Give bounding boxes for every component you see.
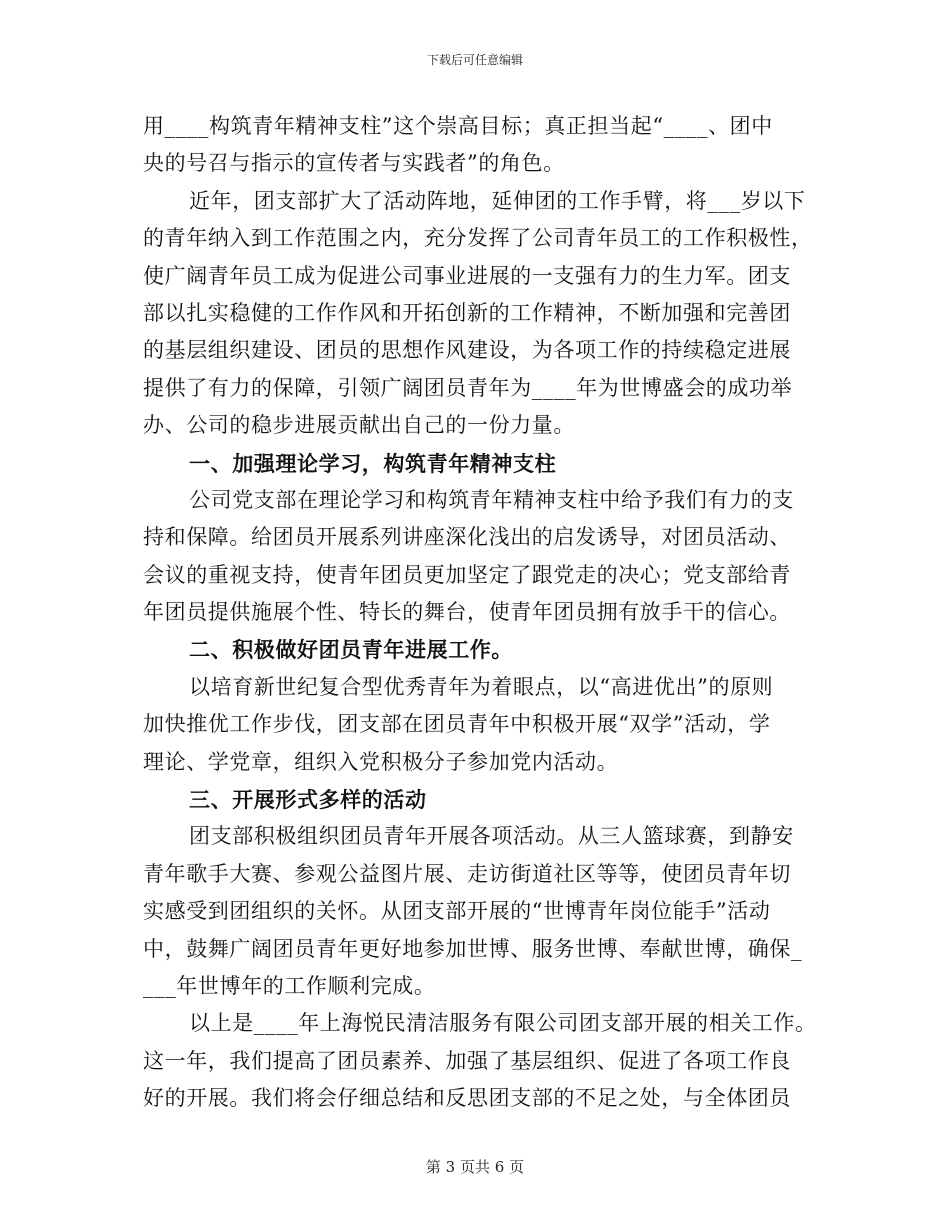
text-line: 加快推优工作步伐，团支部在团员青年中积极开展“双学”活动，学 (143, 712, 771, 737)
text-line: 以培育新世纪复合型优秀青年为着眼点，以“高进优出”的原则 (189, 674, 774, 699)
text-line: 近年，团支部扩大了活动阵地，延伸团的工作手臂，将___岁以下 (189, 188, 806, 213)
text-line: 中，鼓舞广阔团员青年更好地参加世博、服务世博、奉献世博，确保_ (143, 936, 803, 961)
text-line: 的基层组织建设、团员的思想作风建设，为各项工作的持续稳定进展 (143, 338, 791, 363)
text-line: 公司党支部在理论学习和构筑青年精神支柱中给予我们有力的支 (189, 487, 794, 512)
text-line: 以上是____年上海悦民清洁服务有限公司团支部开展的相关工作。 (189, 1011, 817, 1036)
text-line: 理论、学党章，组织入党积极分子参加党内活动。 (143, 749, 619, 774)
text-line: 使广阔青年员工成为促进公司事业进展的一支强有力的生力军。团支 (143, 263, 791, 288)
document-body (143, 108, 815, 1118)
page-header: 下载后可任意编辑 (426, 53, 523, 67)
text-line: 央的号召与指示的宣传者与实践者”的角色。 (143, 151, 565, 176)
text-line: 团支部积极组织团员青年开展各项活动。从三人篮球赛，到静安 (189, 824, 794, 849)
section-heading: 三、开展形式多样的活动 (189, 787, 427, 813)
text-line: 实感受到团组织的关怀。从团支部开展的“世博青年岗位能手”活动 (143, 899, 771, 924)
text-line: ___年世博年的工作顺利完成。 (143, 973, 436, 998)
text-line: 部以扎实稳健的工作作风和开拓创新的工作精神，不断加强和完善团 (143, 300, 791, 325)
text-line: 年团员提供施展个性、特长的舞台，使青年团员拥有放手干的信心。 (143, 600, 791, 625)
text-line: 这一年，我们提高了团员素养、加强了基层组织、促进了各项工作良 (143, 1048, 791, 1073)
text-line: 持和保障。给团员开展系列讲座深化浅出的启发诱导，对团员活动、 (143, 525, 791, 550)
text-line: 的青年纳入到工作范围之内，充分发挥了公司青年员工的工作积极性， (143, 226, 813, 251)
text-line: 会议的重视支持，使青年团员更加坚定了跟党走的决心；党支部给青 (143, 562, 791, 587)
section-heading: 一、加强理论学习，构筑青年精神支柱 (189, 450, 557, 476)
text-line: 青年歌手大赛、参观公益图片展、走访街道社区等等，使团员青年切 (143, 861, 791, 886)
text-line: 提供了有力的保障，引领广阔团员青年为____年为世博盛会的成功举 (143, 375, 793, 400)
page-footer: 第 3 页共 6 页 (425, 1158, 525, 1176)
section-heading: 二、积极做好团员青年进展工作。 (189, 637, 513, 663)
text-line: 办、公司的稳步进展贡献出自己的一份力量。 (143, 413, 575, 438)
text-line: 用____构筑青年精神支柱”这个崇高目标；真正担当起“____、团中 (143, 114, 773, 138)
text-line: 好的开展。我们将会仔细总结和反思团支部的不足之处，与全体团员 (143, 1086, 791, 1111)
